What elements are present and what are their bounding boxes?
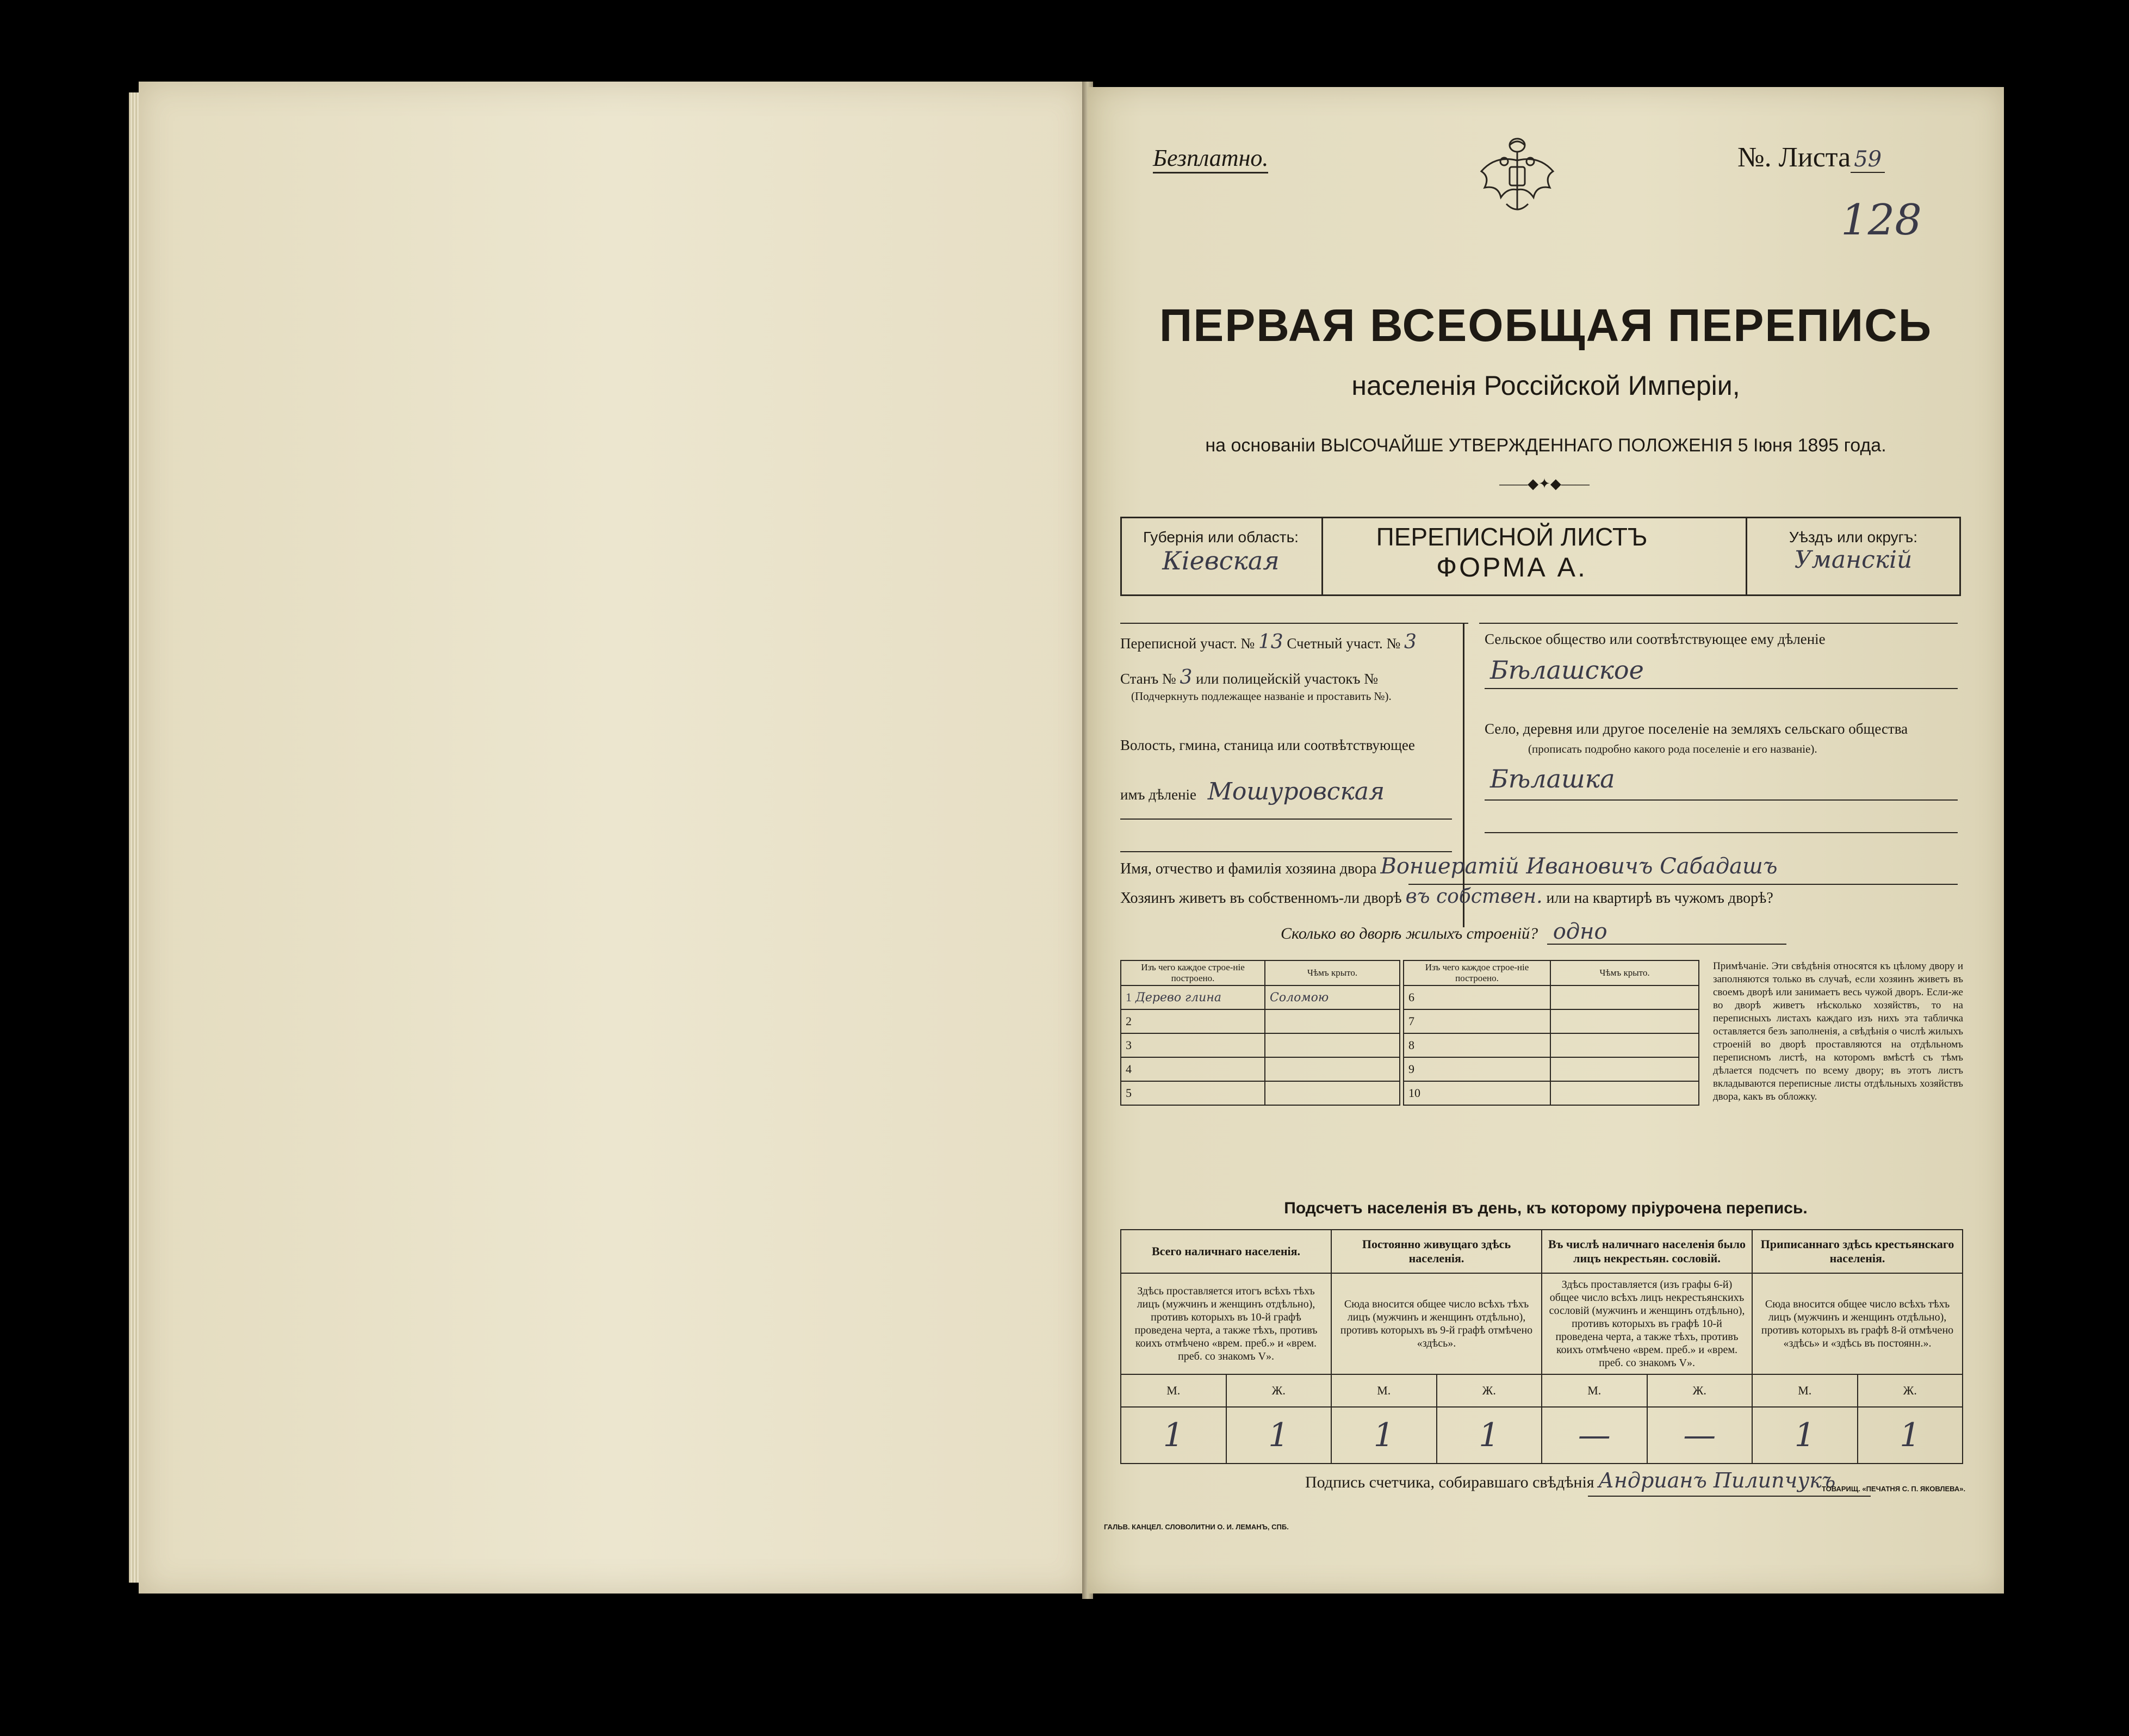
row-number: 5 [1121,1081,1265,1105]
signature-value: Андрианъ Пилипчукъ [1598,1468,1836,1492]
volost-row [1120,778,1385,805]
gubernia-cell [1120,517,1323,596]
police-note: (Подчеркнуть подлежащее названіе и проставить №). [1131,690,1392,703]
total-present-desc: Здѣсь проставляется итогъ всѣхъ тѣхъ лицъ (мужчинъ и женщинъ отдѣльно), противъ которыхъ въ 10-й графѣ проведена черта, а также тѣхъ, противъ коихъ отмѣчено «врем. преб.» и «врем. преб. со знакомъ V». [1121,1273,1331,1374]
population-table [1120,1229,1963,1464]
table-row [1404,1033,1699,1057]
buildings-table-right [1403,960,1699,1106]
signature-row [1305,1468,1835,1492]
registered-peasant-female: 1 [1858,1407,1963,1464]
row-number: 7 [1404,1009,1550,1033]
table-row [1404,1057,1699,1081]
location-right-rule [1479,623,1958,624]
gubernia-value: Кіевская [1162,546,1280,575]
legal-basis: на основаніи ВЫСОЧАЙШЕ УТВЕРЖДЕННАГО ПОЛОЖЕНІЯ 5 Іюня 1895 года. [1205,435,1886,456]
row-number: 8 [1404,1033,1550,1057]
female-label: Ж. [1226,1374,1332,1407]
material-header: Изъ чего каждое строе-ніе построено. [1121,960,1265,985]
permanent-male: 1 [1331,1407,1437,1464]
village-underline [1485,799,1958,801]
uezd-value: Уманскій [1794,546,1913,574]
society-value: Бѣлашское [1490,655,1644,685]
signature-underline [1588,1496,1871,1497]
form-title-line1: ПЕРЕПИСНОЙ ЛИСТЪ [1376,523,1648,551]
residence-label-1: Хозяинъ живетъ въ собственномъ-ли дворѣ [1120,890,1402,907]
non-peasant-desc: Здѣсь проставляется (изъ графы 6-й) общее число всѣхъ лицъ некрестьянскихъ сословій (мужчинъ и женщинъ отдѣльно), противъ которыхъ въ графѣ 10-й проведена черта, а также тѣхъ, противъ коихъ отмѣчено «врем. преб.» и «врем. преб. со знакомъ V». [1542,1273,1752,1374]
population-heading: Подсчетъ населенія въ день, къ которому пріурочена перепись. [1284,1199,1808,1217]
buildings-count-label: Сколько во дворѣ жилыхъ строеній? [1281,925,1538,943]
table-row [1404,1009,1699,1033]
material-header: Изъ чего каждое строе-ніе построено. [1404,960,1550,985]
male-label: М. [1752,1374,1858,1407]
roof-cell [1265,1009,1400,1033]
sheet-number-label: №. Листа [1737,142,1851,173]
form-title-line2: ФОРМА А. [1436,552,1587,582]
buildings-note: Примѣчаніе. Эти свѣдѣнія относятся къ цѣлому двору и заполняются только въ случаѣ, если хозяинъ живетъ въ своемъ дворѣ или занимаетъ весь чужой дворъ. Если-же во дворѣ живетъ нѣсколько хозяйствъ, то на переписныхъ листахъ каждаго изъ нихъ эта табличка оставляется безъ заполненія, а свѣдѣнія о числѣ жилыхъ строеній во дворѣ проставляются на отдѣльномъ переписномъ листѣ, на которомъ вмѣстѣ съ тѣмъ дѣлается подсчетъ по всему двору; въ этотъ листъ вкладываются переписные листы отдѣльныхъ хозяйствъ двора, какъ въ обложку. [1713,960,1963,1102]
free-label: Безплатно. [1153,144,1268,173]
volost-value: Мошуровская [1207,778,1385,805]
row-number: 3 [1121,1033,1265,1057]
owner-name-underline [1408,884,1958,885]
location-bottom-line [1120,851,1452,852]
non-peasant-male: — [1542,1407,1647,1464]
row-number: 9 [1404,1057,1550,1081]
female-label: Ж. [1858,1374,1963,1407]
count-area-value: 3 [1404,631,1417,653]
census-area-row [1120,631,1417,653]
total-present-header: Всего наличнаго населенія. [1121,1230,1331,1273]
roof-cell [1550,1081,1699,1105]
owner-name-row [1120,854,1778,879]
roof-cell [1265,1057,1400,1081]
village-note: (прописать подробно какого рода поселеніе и его названіе). [1528,742,1817,755]
archive-number: 128 [1841,196,1922,245]
ornament-divider: ——◆✦◆—— [1499,476,1590,492]
roof-cell [1550,1009,1699,1033]
sheet-number-value: 59 [1851,147,1885,173]
table-row [1121,1057,1400,1081]
printer-right: ТОВАРИЩ. «ПЕЧАТНЯ С. П. ЯКОВЛЕВА». [1822,1485,1966,1493]
stan-row [1120,666,1378,689]
female-label: Ж. [1437,1374,1542,1407]
female-label: Ж. [1647,1374,1753,1407]
society-label: Сельское общество или соотвѣтствующее ему дѣленіе [1485,631,1826,647]
registered-peasant-male: 1 [1752,1407,1858,1464]
roof-cell [1550,1057,1699,1081]
row-number: 2 [1121,1009,1265,1033]
village-label: Село, деревня или другое поселеніе на земляхъ сельскаго общества [1485,721,1908,737]
village-underline-2 [1485,832,1958,833]
owner-name-value: Вониератій Ивановичъ Сабадашъ [1380,854,1778,879]
roof-cell [1265,1081,1400,1105]
table-row [1121,1033,1400,1057]
page-title: ПЕРВАЯ ВСЕОБЩАЯ ПЕРЕПИСЬ [1159,300,1933,351]
signature-label: Подпись счетчика, собиравшаго свѣдѣнія [1305,1473,1594,1491]
roof-cell [1550,985,1699,1009]
male-label: М. [1542,1374,1647,1407]
census-area-value: 13 [1258,631,1283,653]
uezd-cell [1746,517,1959,596]
material-cell: 1 Дерево глина [1121,985,1265,1009]
stan-value: 3 [1180,666,1193,689]
sheet-number [1737,141,1885,173]
society-underline [1485,688,1958,689]
stan-label: Станъ № [1120,671,1176,687]
owner-name-label: Имя, отчество и фамилія хозяина двора [1120,860,1377,877]
row-number: 10 [1404,1081,1550,1105]
printer-left: ГАЛЬВ. КАНЦЕЛ. СЛОВОЛИТНИ О. И. ЛЕМАНЪ, СПБ. [1104,1523,1289,1531]
roof-cell [1550,1033,1699,1057]
permanent-female: 1 [1437,1407,1542,1464]
table-row [1404,1081,1699,1105]
roof-header: Чѣмъ крыто. [1265,960,1400,985]
non-peasant-header: Въ числѣ наличнаго населенія было лицъ некрестьян. сословій. [1542,1230,1752,1273]
registered-peasant-header: Приписаннаго здѣсь крестьянскаго населенія. [1752,1230,1963,1273]
total-present-female: 1 [1226,1407,1332,1464]
roof-cell: Соломою [1265,985,1400,1009]
roof-header: Чѣмъ крыто. [1550,960,1699,985]
male-label: М. [1331,1374,1437,1407]
registered-peasant-desc: Сюда вносится общее число всѣхъ тѣхъ лицъ (мужчинъ и женщинъ отдѣльно), противъ которыхъ въ графѣ 8-й отмѣчено «здѣсь» и «здѣсь въ постоянн.». [1752,1273,1963,1374]
table-row [1121,1009,1400,1033]
uezd-label: Уѣздъ или округъ: [1789,529,1918,545]
table-row [1404,985,1699,1009]
row-number: 6 [1404,985,1550,1009]
page-subtitle: населенія Россійской Имперіи, [1351,370,1740,401]
table-row [1121,985,1400,1009]
police-label: или полицейскій участокъ № [1196,671,1378,687]
residence-value: въ собствен. [1405,885,1543,908]
male-label: М. [1121,1374,1226,1407]
non-peasant-female: — [1647,1407,1753,1464]
buildings-count-value: одно [1553,919,1607,944]
page-edges [129,92,139,1583]
buildings-count-underline [1547,944,1786,945]
volost-label-1: Волость, гмина, станица или соотвѣтствующее [1120,737,1415,753]
village-value: Бѣлашка [1490,764,1615,793]
census-area-label: Переписной участ. № [1120,635,1255,652]
volost-underline [1120,819,1452,820]
permanent-residents-header: Постоянно живущаго здѣсь населенія. [1331,1230,1542,1273]
buildings-table-left [1120,960,1400,1106]
volost-label-2: имъ дѣленіе [1120,786,1197,803]
residence-row [1120,885,1773,908]
permanent-residents-desc: Сюда вносится общее число всѣхъ тѣхъ лицъ (мужчинъ и женщинъ отдѣльно), противъ которыхъ въ 9-й графѣ отмѣчено «здѣсь». [1331,1273,1542,1374]
location-left-rule [1120,623,1468,624]
left-page-blank [139,82,1088,1594]
form-title [1321,522,1702,583]
total-present-male: 1 [1121,1407,1226,1464]
census-form-page [1088,87,2004,1594]
buildings-count-row [1281,919,1607,944]
location-divider [1463,623,1464,927]
table-row [1121,1081,1400,1105]
roof-cell [1265,1033,1400,1057]
gubernia-label: Губернія или область: [1143,529,1299,545]
count-area-label: Счетный участ. № [1287,635,1401,652]
imperial-eagle-emblem [1474,133,1561,220]
residence-label-2: или на квартирѣ въ чужомъ дворѣ? [1546,890,1773,907]
row-number: 4 [1121,1057,1265,1081]
